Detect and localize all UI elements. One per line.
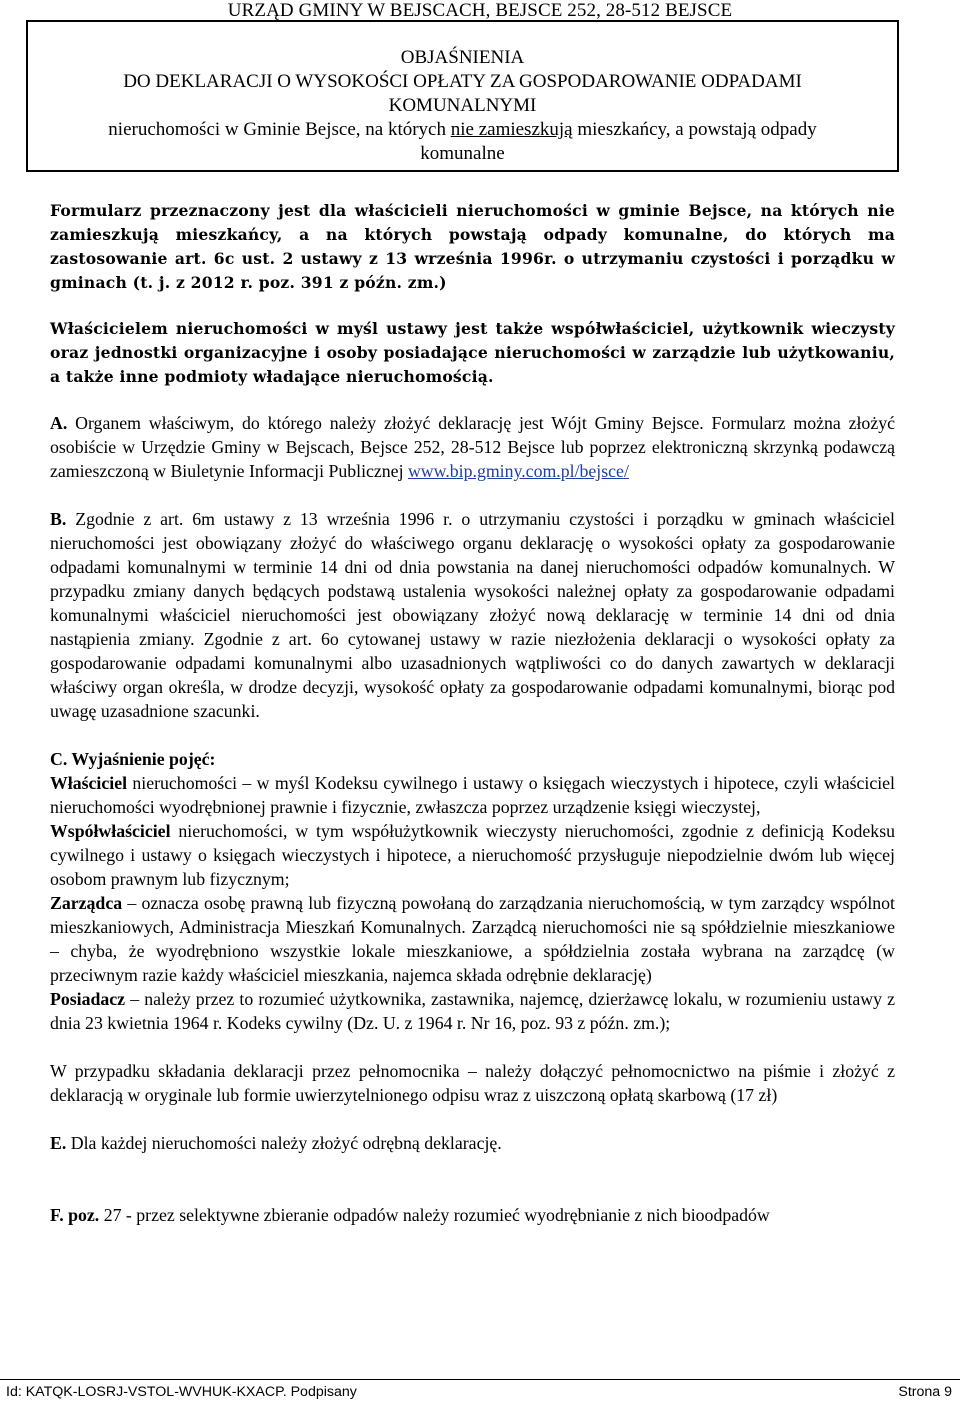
proxy-paragraph: W przypadku składania deklaracji przez pełnomocnika – należy dołączyć pełnomocnictwo na piśmie i złożyć z deklaracją w oryginale lub formie uwierzytelnionego odpisu wraz z uiszczoną opłatą skarbową (17 zł) xyxy=(50,1061,895,1105)
document-title-box xyxy=(26,20,899,172)
document-body xyxy=(50,199,895,1227)
bip-link[interactable]: www.bip.gminy.com.pl/bejsce/ xyxy=(407,461,629,481)
section-c-heading xyxy=(50,747,895,771)
section-f-label: F. poz. xyxy=(50,1205,100,1225)
section-e-label: E. xyxy=(50,1133,67,1153)
definition-item xyxy=(50,771,895,819)
owner-definition-paragraph: Właścicielem nieruchomości w myśl ustawy jest także współwłaściciel, użytkownik wieczysty oraz jednostki organizacyjne i osoby posiadające nieruchomości w zarządzie lub użytkowaniu, a także inne podmioty władające nieruchomością. xyxy=(50,319,895,386)
title-line-5: komunalne xyxy=(420,143,505,164)
definition-text: nieruchomości – w myśl Kodeksu cywilnego i ustawy o księgach wieczystych i hipotece, czyli właściciel nieruchomości wyodrębnionej prawnie i fizycznie, zwłaszcza poprzez urządzenie księgi wieczystej, xyxy=(50,773,895,817)
section-c-definitions xyxy=(50,771,895,1035)
title-line-4-after: mieszkańcy, a powstają odpady xyxy=(572,119,817,140)
section-a-label: A. xyxy=(50,413,68,433)
section-f xyxy=(50,1203,895,1227)
definition-item xyxy=(50,891,895,987)
definition-term: Posiadacz xyxy=(50,989,126,1009)
section-a-text: Organem właściwym, do którego należy złożyć deklarację jest Wójt Gminy Bejsce. Formularz można złożyć osobiście w Urzędzie Gminy w Bejscach, Bejsce 252, 28-512 Bejsce lub poprzez elektroniczną skrzynką podawczą zamieszczoną w Biuletynie Informacji Publicznej xyxy=(50,413,895,481)
title-line-2: DO DEKLARACJI O WYSOKOŚCI OPŁATY ZA GOSPODAROWANIE ODPADAMI xyxy=(123,71,802,92)
title-underlined-phrase: nie zamieszkują xyxy=(450,119,573,140)
definition-term: Zarządca xyxy=(50,893,123,913)
definition-item xyxy=(50,987,895,1035)
definition-term: Właściciel xyxy=(50,773,128,793)
intro-paragraph: Formularz przeznaczony jest dla właścicieli nieruchomości w gminie Bejsce, na których nie zamieszkują mieszkańcy, a na których powstają odpady komunalne, do których ma zastosowanie art. 6c ust. 2 ustawy z 13 września 1996r. o utrzymaniu czystości i porządku w gminach (t. j. z 2012 r. poz. 391 z późn. zm.) xyxy=(50,201,895,292)
section-e-text: Dla każdej nieruchomości należy złożyć odrębną deklarację. xyxy=(66,1133,502,1153)
definition-item xyxy=(50,819,895,891)
section-b-label: B. xyxy=(50,509,67,529)
definition-term: Współwłaściciel xyxy=(50,821,171,841)
title-line-4 xyxy=(28,118,897,142)
section-b-text: Zgodnie z art. 6m ustawy z 13 września 1996 r. o utrzymaniu czystości i porządku w gminach właściciel nieruchomości jest obowiązany złożyć do właściwego organu deklarację o wysokości opłaty za gospodarowanie odpadami komunalnymi w terminie 14 dni od dnia powstania na danej nieruchomości odpadów komunalnych. W przypadku zmiany danych będących podstawą ustalenia wysokości należnej opłaty za gospodarowanie odpadami komunalnymi właściciel nieruchomości jest obowiązany złożyć nową deklarację w terminie 14 dni od dnia nastąpienia zmiany. Zgodnie z art. 6o cytowanej ustawy w razie niezłożenia deklaracji o wysokości opłaty za gospodarowanie odpadami komunalnymi albo uzasadnionych wątpliwości co do danych zawartych w deklaracji właściwy organ określa, w drodze decyzji, wysokość opłaty za gospodarowanie odpadami komunalnymi, biorąc pod uwagę uzasadnione szacunki. xyxy=(50,509,895,721)
title-line-1: OBJAŚNIENIA xyxy=(400,47,525,68)
title-line-3: KOMUNALNYMI xyxy=(388,95,537,116)
definition-text: – należy przez to rozumieć użytkownika, zastawnika, najemcę, dzierżawcę lokalu, w rozumieniu ustawy z dnia 23 kwietnia 1964 r. Kodeks cywilny (Dz. U. z 1964 r. Nr 16, poz. 93 z późn. zm.); xyxy=(50,989,895,1033)
section-c-heading-text: C. Wyjaśnienie pojęć: xyxy=(50,749,216,769)
document-id: Id: KATQK-LOSRJ-VSTOL-WVHUK-KXACP. Podpisany xyxy=(6,1384,357,1400)
page-header-title: URZĄD GMINY W BEJSCACH, BEJSCE 252, 28-512 BEJSCE xyxy=(227,0,733,21)
section-a xyxy=(50,411,895,483)
title-line-4-before: nieruchomości w Gminie Bejsce, na których xyxy=(108,119,451,140)
section-f-text: 27 - przez selektywne zbieranie odpadów należy rozumieć wyodrębnianie z nich bioodpadów xyxy=(99,1205,770,1225)
footer-divider xyxy=(0,1379,960,1380)
definition-text: nieruchomości, w tym współużytkownik wieczysty nieruchomości, zgodnie z definicją Kodeksu cywilnego i ustawy o księgach wieczystych i hipotece, a nieruchomość przysługuje niepodzielnie dwóm lub więcej osobom prawnym lub fizycznym; xyxy=(50,821,895,889)
section-e xyxy=(50,1131,895,1155)
definition-text: – oznacza osobę prawną lub fizyczną powołaną do zarządzania nieruchomością, w tym zarządcy wspólnot mieszkaniowych, Administracja Mieszkań Komunalnych. Zarządcą nieruchomości nie są spółdzielnie mieszkaniowe – chyba, że wyodrębniono wszystkie lokale mieszkaniowe, a spółdzielnia została wybrana na zarządcę (w przeciwnym razie każdy właściciel mieszkania, najemca składa odrębnie deklarację) xyxy=(50,893,895,985)
page-number: Strona 9 xyxy=(898,1384,952,1400)
section-b xyxy=(50,507,895,723)
